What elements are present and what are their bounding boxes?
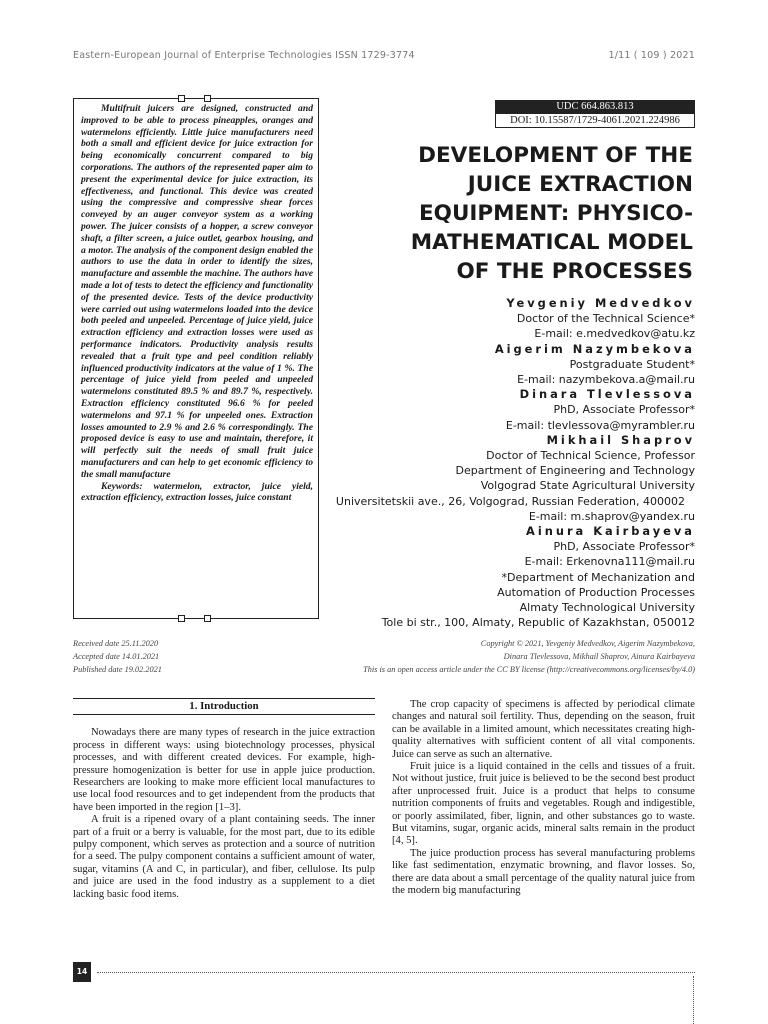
author-name: Ainura Kairbayeva [526, 524, 695, 539]
author-address: Universitetskii ave., 26, Volgograd, Russian Federation, 400002 [335, 494, 685, 508]
author-address: Tole bi str., 100, Almaty, Republic of Kazakhstan, 050012 [381, 616, 695, 630]
copyright-line: Dinara Tlevlessova, Mikhail Shaprov, Ainura Kairbayeva [503, 652, 695, 661]
left-column [73, 698, 375, 901]
published-date: Published date 19.02.2021 [73, 665, 162, 674]
received-date: Received date 25.11.2020 [73, 639, 159, 648]
title-line: MATHEMATICAL MODEL [410, 230, 693, 255]
margin-rule [693, 976, 694, 1024]
body-paragraph: Fruit juice is a liquid contained in the cells and tissues of a fruit. Not without justice, fruit juice is believed to be the second best product after unprocessed fruit. Juice is a product that helps to consume nutrition components of fruits and vegetables. Rough and indigestible, or poorly assimilated, fiber, lignin, and other substances go to waste. But vitamins, sugar, organic acids, mineral salts remain in the product [4, 5]. [392, 761, 695, 847]
frame-tick [178, 615, 185, 622]
right-column [392, 699, 695, 898]
copyright-notice [255, 637, 695, 676]
author-list [335, 296, 695, 630]
author-affiliation: PhD, Associate Professor* [553, 403, 695, 417]
author-email[interactable]: E-mail: tlevlessova@myrambler.ru [505, 418, 695, 432]
page-number: 14 [73, 962, 91, 982]
author-email[interactable]: E-mail: nazymbekova.a@mail.ru [517, 373, 695, 387]
author-affiliation: Doctor of the Technical Science* [516, 312, 695, 326]
title-line: OF THE PROCESSES [456, 259, 693, 284]
page-footer [73, 962, 695, 982]
section-title: 1. Introduction [73, 698, 375, 715]
keywords: Keywords: watermelon, extractor, juice yield, extraction efficiency, extraction losses, juice constant [81, 480, 313, 504]
author-affiliation: Volgograd State Agricultural University [480, 479, 695, 493]
paper-title [373, 141, 693, 286]
title-line: DEVELOPMENT OF THE [418, 143, 693, 168]
title-line: EQUIPMENT: PHYSICO- [418, 201, 693, 226]
udc-doi-block [495, 100, 695, 128]
author-name: Aigerim Nazymbekova [494, 341, 695, 356]
frame-tick [204, 615, 211, 622]
journal-name: Eastern-European Journal of Enterprise Technologies ISSN 1729-3774 [73, 50, 415, 61]
udc-code: UDC 664.863.813 [495, 100, 695, 113]
title-line: JUICE EXTRACTION [467, 172, 693, 197]
author-affiliation: Department of Engineering and Technology [455, 464, 695, 478]
author-affiliation: Automation of Production Processes [497, 585, 695, 599]
abstract-text: Multifruit juicers are designed, constructed and improved to be able to process pineapples, oranges and watermelons efficiently. Little juice manufacturers need both a small and efficient device for juice extraction for being economically concurrent compared to big corporations. The authors of the represented paper aim to present the experimental device for juice extraction, its effectiveness, and functional. This device was created using the compressive and compressive shear forces conveyed by an auger conveyor system as a working power. The juicer consists of a hopper, a screw conveyor shaft, a filter screen, a juice outlet, gearbox housing, and a motor. The analysis of the component design enabled the authors to use the data in order to identify the sizes, manufacture and assemble the machine. The authors have made a lot of tests to detect the efficiency and functionality of the presented device. Tests of the device productivity were carried out using watermelons loaded into the device both peeled and unpeeled. Percentage of juice yield, juice extraction efficiency and extraction losses were used as performance indicators. Productivity analysis results revealed that a fruit type and peel condition reliably influenced productivity indicators at the value of 1 %. The percentage of juice yield from peeled and unpeeled watermelons constituted 89.5 % and 89.7 %, respectively. Extraction efficiency constituted 96.6 % for peeled watermelons and 97.1 % for unpeeled ones. Extraction losses amounted to 2.9 % and 2.6 % correspondingly. The proposed device is easy to use and maintain, therefore, it will perfectly suit the needs of small fruit juice manufacturers and can help to get economic efficiency to the small manufacture [81, 103, 313, 480]
author-affiliation: PhD, Associate Professor* [553, 540, 695, 554]
article-dates [73, 637, 162, 676]
author-affiliation: Postgraduate Student* [569, 357, 695, 371]
accepted-date: Accepted date 14.01.2021 [73, 652, 160, 661]
copyright-line: Copyright © 2021, Yevgeniy Medvedkov, Aigerim Nazymbekova, [480, 639, 695, 648]
issue-number: 1/11 ( 109 ) 2021 [608, 50, 695, 61]
body-paragraph: The crop capacity of specimens is affected by periodical climate changes and natural soil fertility. Thus, depending on the season, fruit can be available in a limited amount, which necessitates creating high-quality alternatives with sufficient content of all vital components. Juice can serve as such an alternative. [392, 699, 695, 760]
author-affiliation: Doctor of Technical Science, Professor [486, 449, 695, 463]
running-head [73, 50, 695, 64]
author-email[interactable]: E-mail: e.medvedkov@atu.kz [534, 327, 695, 341]
author-email[interactable]: E-mail: Erkenovna111@mail.ru [524, 555, 695, 569]
frame-tick [178, 95, 185, 102]
author-email[interactable]: E-mail: m.shaprov@yandex.ru [528, 509, 695, 523]
license-line[interactable]: This is an open access article under the CC BY license (http://creativecommons.org/licenses/by/4.0) [363, 665, 695, 674]
abstract-box [73, 98, 319, 619]
doi-link[interactable]: DOI: 10.15587/1729-4061.2021.224986 [495, 113, 695, 128]
author-name: Mikhail Shaprov [546, 432, 695, 447]
frame-tick [204, 95, 211, 102]
author-affiliation: *Department of Mechanization and [501, 570, 695, 584]
body-paragraph: A fruit is a ripened ovary of a plant containing seeds. The inner part of a fruit or a berry is valuable, for the most part, due to its edible pulpy component, which serves as protection and a source of nutrition for a seed. The pulpy component contains a sufficient amount of water, sugar, vitamins (A and C, in particular), and fiber, cellulose. Its pulp and juice are used in the food industry as a supplement to a diet lacking basic food items. [73, 814, 375, 900]
author-name: Dinara Tlevlessova [519, 387, 695, 402]
footer-divider [97, 972, 695, 973]
body-paragraph: The juice production process has several manufacturing problems like fast sedimentation, enzymatic browning, and flavor losses. So, there are data about a small percentage of the quality natural juice from the modern big manufacturing [392, 847, 695, 897]
author-name: Yevgeniy Medvedkov [506, 296, 695, 310]
author-affiliation: Almaty Technological University [519, 601, 695, 615]
body-paragraph: Nowadays there are many types of research in the juice extraction process in different ways: using biotechnology processes, physical processes, and with different created devices. For example, high-pressure homogenization is better for use in apple juice production. Researchers are looking to make more efficient local manufactures to use local food resources and to get independent from the products that have been imported in the region [1–3]. [73, 727, 375, 813]
